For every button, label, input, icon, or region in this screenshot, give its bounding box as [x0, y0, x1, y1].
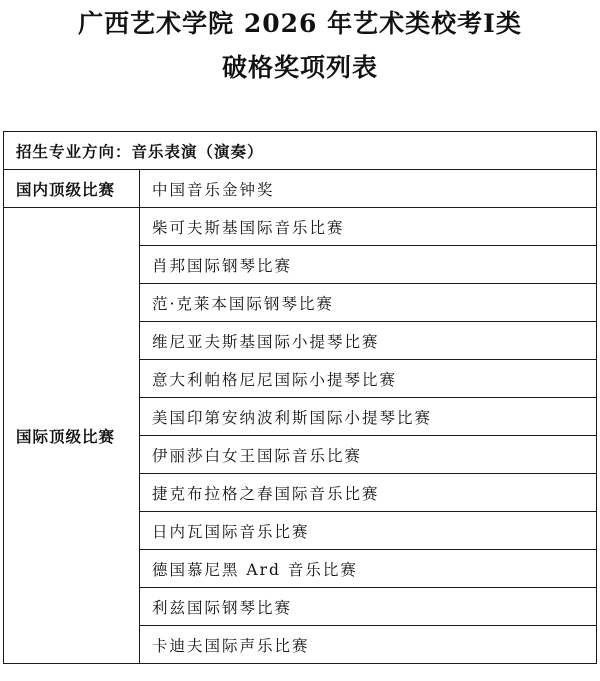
page-title-line-1: 广西艺术学院 2026 年艺术类校考I类	[78, 9, 522, 38]
award-table	[3, 131, 597, 664]
domestic-category-cell: 国内顶级比赛	[4, 170, 140, 208]
award-item: 肖邦国际钢琴比赛	[140, 246, 597, 284]
award-item: 伊丽莎白女王国际音乐比赛	[140, 436, 597, 474]
award-item: 日内瓦国际音乐比赛	[140, 512, 597, 550]
award-item: 美国印第安纳波利斯国际小提琴比赛	[140, 398, 597, 436]
table-row	[4, 208, 597, 246]
award-item: 捷克布拉格之春国际音乐比赛	[140, 474, 597, 512]
award-item: 利兹国际钢琴比赛	[140, 588, 597, 626]
award-item: 范·克莱本国际钢琴比赛	[140, 284, 597, 322]
award-item: 柴可夫斯基国际音乐比赛	[140, 208, 597, 246]
table-row	[4, 170, 597, 208]
page-title-line-2: 破格奖项列表	[221, 53, 378, 82]
major-direction-header: 招生专业方向：音乐表演（演奏）	[4, 132, 597, 170]
table-header-row	[4, 132, 597, 170]
international-category-cell: 国际顶级比赛	[4, 208, 140, 664]
award-item: 中国音乐金钟奖	[140, 170, 597, 208]
award-item: 意大利帕格尼尼国际小提琴比赛	[140, 360, 597, 398]
award-item: 德国慕尼黑 Ard 音乐比赛	[140, 550, 597, 588]
award-item: 维尼亚夫斯基国际小提琴比赛	[140, 322, 597, 360]
award-item: 卡迪夫国际声乐比赛	[140, 626, 597, 664]
